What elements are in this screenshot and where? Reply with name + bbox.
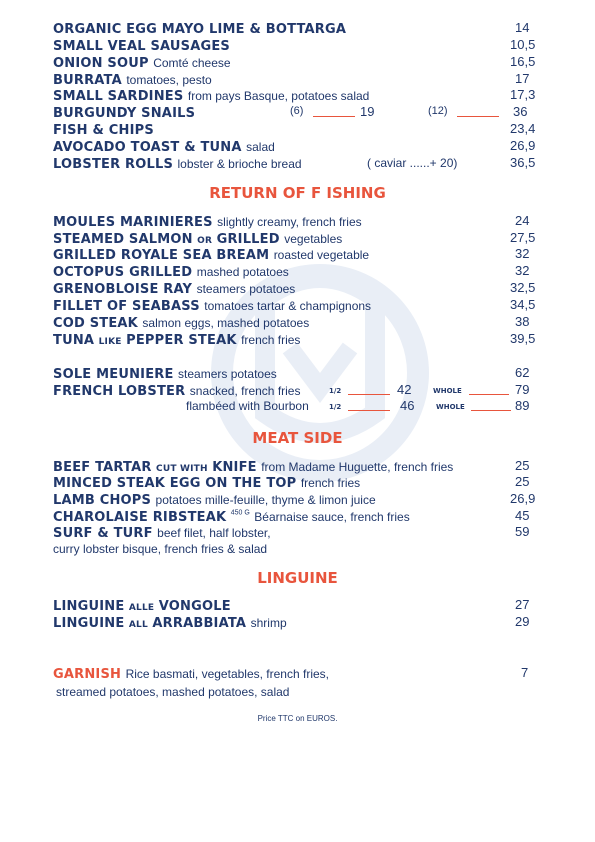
item-name: SMALL VEAL SAUSAGES bbox=[53, 39, 230, 54]
menu-item bbox=[53, 331, 595, 347]
item-connector: ALLE bbox=[128, 603, 155, 613]
whole-label: WHOLE bbox=[436, 403, 465, 411]
item-price: 17,3 bbox=[510, 87, 536, 102]
item-name-2: ARRABBIATA bbox=[152, 616, 247, 631]
item-desc: lobster & brioche bread bbox=[177, 157, 302, 171]
menu-item bbox=[53, 665, 595, 681]
item-desc: french fries bbox=[241, 333, 301, 347]
item-desc: Rice basmati, vegetables, french fries, bbox=[125, 667, 329, 681]
item-desc: flambéed with Bourbon bbox=[186, 399, 309, 413]
item-desc: steamers potatoes bbox=[196, 282, 296, 296]
item-desc: potatoes mille-feuille, thyme & limon juice bbox=[155, 493, 376, 507]
snail-price-6: 19 bbox=[360, 104, 375, 119]
menu-item bbox=[53, 155, 595, 171]
item-name: GRILLED ROYALE SEA BREAM bbox=[53, 248, 270, 263]
item-name: SMALL SARDINES bbox=[53, 89, 184, 104]
item-name: LINGUINE bbox=[53, 616, 125, 631]
item-name: COD STEAK bbox=[53, 316, 138, 331]
item-connector: ALL bbox=[128, 620, 148, 630]
menu-item bbox=[53, 37, 595, 53]
snail-qty-12: (12) bbox=[428, 105, 448, 117]
item-name: ORGANIC EGG MAYO LIME & BOTTARGA bbox=[53, 22, 347, 37]
menu-item bbox=[53, 71, 595, 87]
item-desc: beef filet, half lobster, bbox=[157, 526, 271, 540]
item-price: 25 bbox=[515, 474, 530, 489]
half-label: 1/2 bbox=[329, 387, 342, 395]
item-price: 27,5 bbox=[510, 230, 536, 245]
item-name-2: PEPPER STEAK bbox=[126, 333, 237, 348]
menu-item bbox=[53, 365, 595, 381]
item-desc: salad bbox=[246, 140, 275, 154]
menu-item bbox=[53, 230, 595, 246]
item-desc: shrimp bbox=[250, 616, 287, 630]
item-price: 38 bbox=[515, 314, 530, 329]
item-price: 45 bbox=[515, 508, 530, 523]
menu-item bbox=[53, 508, 595, 524]
section-title-meat: MEAT SIDE bbox=[252, 429, 343, 447]
item-connector: CUT WITH bbox=[156, 464, 208, 474]
menu-item bbox=[53, 597, 595, 613]
item-name-2: KNIFE bbox=[212, 460, 257, 475]
menu-item bbox=[53, 491, 595, 507]
menu-item bbox=[53, 382, 595, 398]
menu-item bbox=[53, 458, 595, 474]
item-name: GARNISH bbox=[53, 667, 122, 682]
menu-item bbox=[53, 614, 595, 630]
menu-item-continued bbox=[56, 683, 595, 699]
item-desc: vegetables bbox=[284, 232, 343, 246]
lobster-half-price: 42 bbox=[397, 382, 412, 397]
item-name: BURGUNDY SNAILS bbox=[53, 106, 196, 121]
item-name: GRENOBLOISE RAY bbox=[53, 282, 193, 297]
item-desc: mashed potatoes bbox=[196, 265, 289, 279]
item-desc: from Madame Huguette, french fries bbox=[261, 460, 454, 474]
lobster-whole-price: 89 bbox=[515, 398, 530, 413]
item-price: 32 bbox=[515, 263, 530, 278]
item-price: 26,9 bbox=[510, 491, 536, 506]
item-name: OCTOPUS GRILLED bbox=[53, 265, 193, 280]
menu-item bbox=[53, 54, 595, 70]
item-name: BURRATA bbox=[53, 73, 122, 88]
item-desc: Comté cheese bbox=[153, 56, 231, 70]
item-name: CHAROLAISE RIBSTEAK bbox=[53, 510, 227, 525]
item-price: 10,5 bbox=[510, 37, 536, 52]
item-price: 14 bbox=[515, 20, 530, 35]
menu-item bbox=[53, 138, 595, 154]
menu-item bbox=[53, 104, 595, 120]
item-price: 59 bbox=[515, 524, 530, 539]
item-name: TUNA bbox=[53, 333, 95, 348]
item-name-2: GRILLED bbox=[216, 232, 280, 247]
item-name: FRENCH LOBSTER bbox=[53, 384, 186, 399]
item-desc: tomatoes tartar & champignons bbox=[204, 299, 372, 313]
item-desc: curry lobster bisque, french fries & salad bbox=[53, 542, 268, 556]
item-desc: snacked, french fries bbox=[189, 384, 301, 398]
whole-label: WHOLE bbox=[433, 387, 462, 395]
item-name: SOLE MEUNIERE bbox=[53, 367, 174, 382]
item-name: SURF & TURF bbox=[53, 526, 153, 541]
item-desc: from pays Basque, potatoes salad bbox=[187, 89, 370, 103]
item-desc: Béarnaise sauce, french fries bbox=[254, 510, 410, 524]
item-price: 34,5 bbox=[510, 297, 536, 312]
caviar-supplement: ( caviar ......+ 20) bbox=[367, 156, 458, 170]
item-price: 25 bbox=[515, 458, 530, 473]
menu-item bbox=[53, 280, 595, 296]
item-connector: OR bbox=[197, 236, 213, 246]
half-label: 1/2 bbox=[329, 403, 342, 411]
item-price: 16,5 bbox=[510, 54, 536, 69]
item-price: 32,5 bbox=[510, 280, 536, 295]
item-name: AVOCADO TOAST & TUNA bbox=[53, 140, 242, 155]
menu-item bbox=[53, 20, 595, 36]
snail-qty-6: (6) bbox=[290, 105, 304, 117]
item-name: MOULES MARINIERES bbox=[53, 215, 213, 230]
item-price: 17 bbox=[515, 71, 530, 86]
section-title-linguine: LINGUINE bbox=[257, 569, 338, 587]
item-name: FILLET OF SEABASS bbox=[53, 299, 200, 314]
price-blank bbox=[469, 394, 509, 395]
item-desc: slightly creamy, french fries bbox=[217, 215, 362, 229]
item-name: LAMB CHOPS bbox=[53, 493, 152, 508]
price-blank bbox=[471, 410, 511, 411]
weight-note: 450 G bbox=[230, 509, 250, 517]
menu-item bbox=[53, 213, 595, 229]
item-name: ONION SOUP bbox=[53, 56, 149, 71]
menu-item bbox=[53, 524, 595, 540]
item-desc: french fries bbox=[300, 476, 361, 490]
section-title-fishing: RETURN OF F ISHING bbox=[209, 184, 386, 202]
menu-item bbox=[53, 87, 595, 103]
item-price: 32 bbox=[515, 246, 530, 261]
item-name: LOBSTER ROLLS bbox=[53, 157, 174, 172]
price-blank bbox=[457, 116, 499, 117]
price-blank bbox=[313, 116, 355, 117]
item-desc: streamed potatoes, mashed potatoes, salad bbox=[56, 685, 290, 699]
item-connector: LIKE bbox=[98, 337, 122, 347]
item-name: MINCED STEAK EGG ON THE TOP bbox=[53, 476, 297, 491]
item-price: 24 bbox=[515, 213, 530, 228]
item-desc: steamers potatoes bbox=[178, 367, 277, 381]
item-desc: salmon eggs, mashed potatoes bbox=[142, 316, 310, 330]
item-price: 26,9 bbox=[510, 138, 536, 153]
item-desc: tomatoes, pesto bbox=[126, 73, 212, 87]
item-name: FISH & CHIPS bbox=[53, 123, 154, 138]
item-price: 36,5 bbox=[510, 155, 536, 170]
item-name: LINGUINE bbox=[53, 599, 125, 614]
menu-item bbox=[53, 297, 595, 313]
menu-item bbox=[53, 246, 595, 262]
lobster-half-price: 46 bbox=[400, 398, 415, 413]
item-price: 7 bbox=[521, 665, 529, 680]
item-name-2: VONGOLE bbox=[158, 599, 231, 614]
lobster-whole-price: 79 bbox=[515, 382, 530, 397]
item-price: 39,5 bbox=[510, 331, 536, 346]
item-name: STEAMED SALMON bbox=[53, 232, 193, 247]
menu-item bbox=[53, 398, 595, 414]
item-price: 27 bbox=[515, 597, 530, 612]
menu-item bbox=[53, 263, 595, 279]
item-price: 62 bbox=[515, 365, 530, 380]
snail-price-12: 36 bbox=[513, 104, 528, 119]
menu-item bbox=[53, 314, 595, 330]
item-price: 23,4 bbox=[510, 121, 536, 136]
price-note: Price TTC on EUROS. bbox=[257, 714, 338, 723]
item-name: BEEF TARTAR bbox=[53, 460, 152, 475]
menu-item bbox=[53, 474, 595, 490]
item-desc: roasted vegetable bbox=[273, 248, 370, 262]
item-price: 29 bbox=[515, 614, 530, 629]
menu-item bbox=[53, 121, 595, 137]
price-blank bbox=[348, 410, 390, 411]
menu-item-continued bbox=[53, 540, 595, 556]
price-blank bbox=[348, 394, 390, 395]
